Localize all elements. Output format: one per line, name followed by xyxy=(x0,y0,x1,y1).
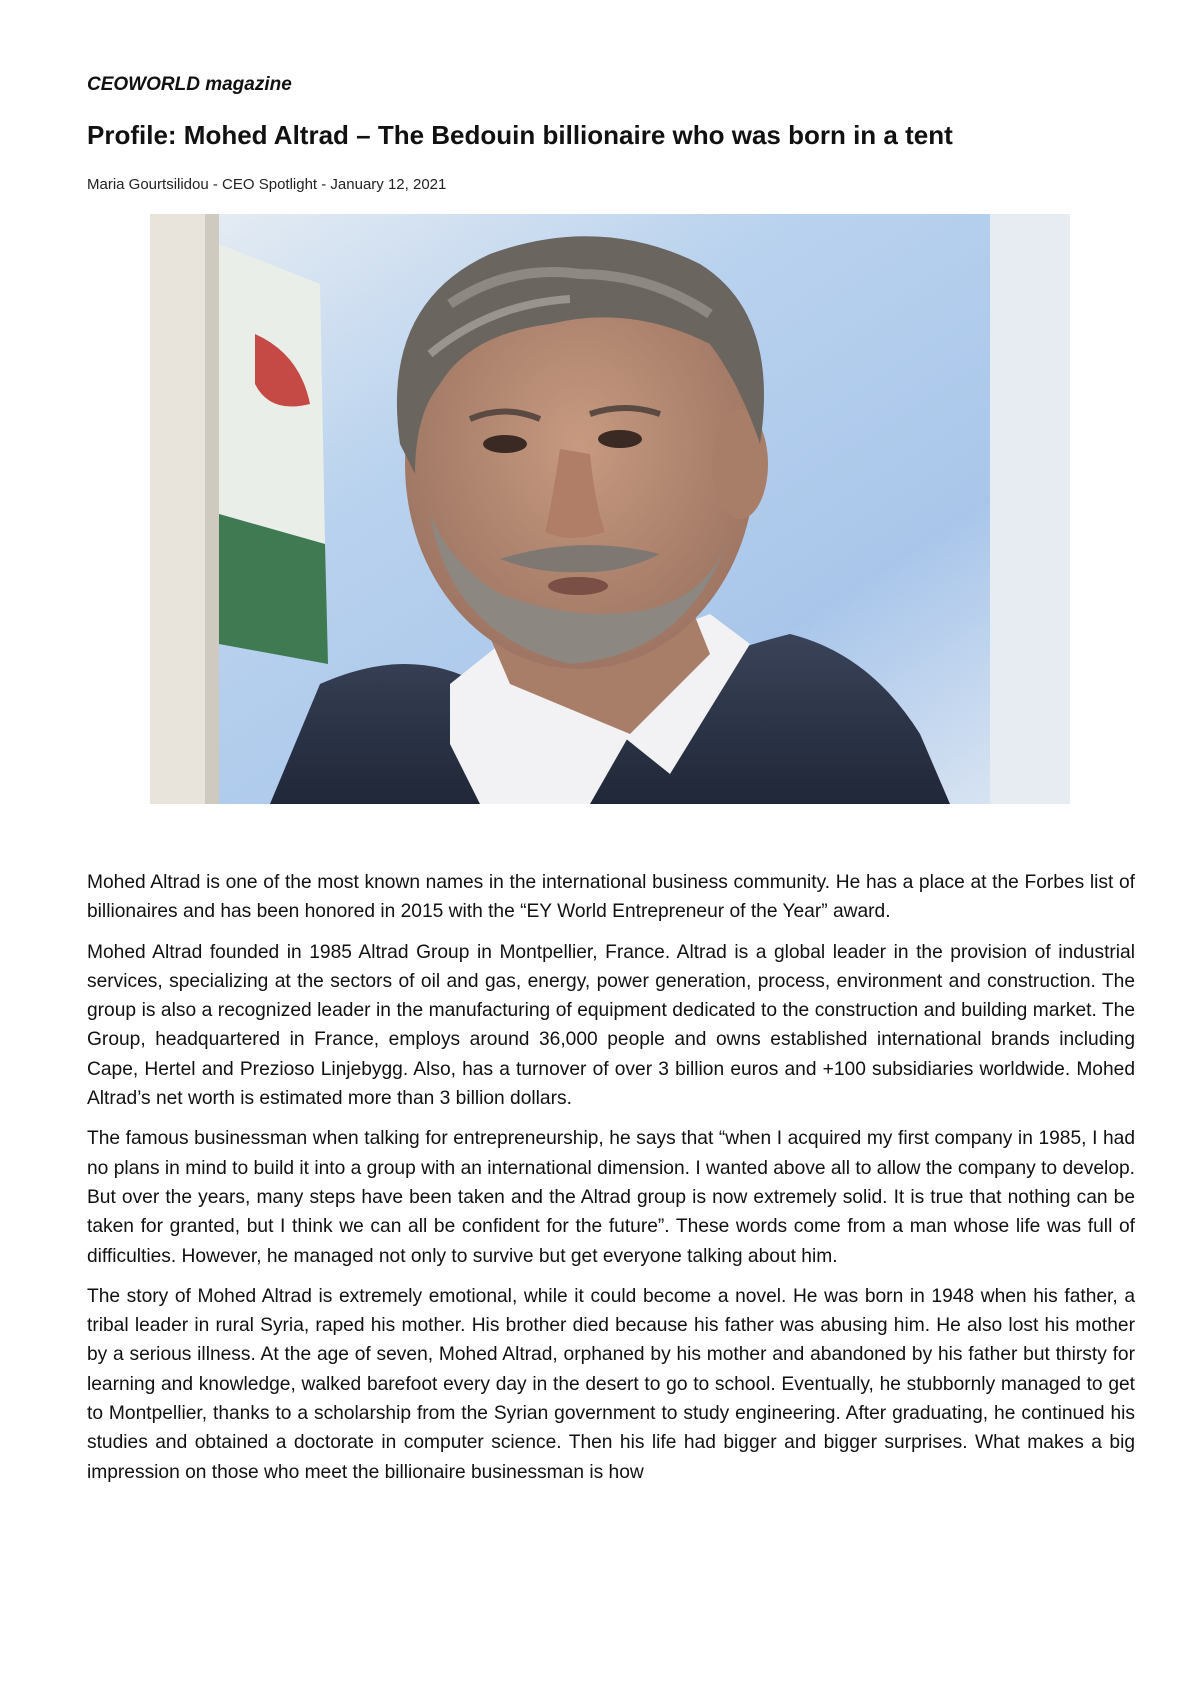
portrait-photo xyxy=(150,214,1070,804)
article-paragraph: Mohed Altrad is one of the most known names in the international business community. He has a place at the Forbes list of billionaires and has been honored in 2015 with the “EY World Entrepreneur of the Year” award. xyxy=(87,872,1135,923)
article-title: Profile: Mohed Altrad – The Bedouin billionaire who was born in a tent xyxy=(87,120,953,150)
article-paragraph: The story of Mohed Altrad is extremely emotional, while it could become a novel. He was born in 1948 when his father, a tribal leader in rural Syria, raped his mother. His brother died because his father was abusing him. He also lost his mother by a serious illness. At the age of seven, Mohed Altrad, orphaned by his mother and abandoned by his father but thirsty for learning and knowledge, walked barefoot every day in the desert to go to school. Eventually, he stubbornly managed to get to Montpellier, thanks to a scholarship from the Syrian government to study engineering. After graduating, he continued his studies and obtained a doctorate in computer science. Then his life had bigger and bigger surprises. What makes a big impression on those who meet the billionaire businessman is how xyxy=(87,1285,1135,1483)
article-paragraph: The famous businessman when talking for entrepreneurship, he says that “when I acquired my first company in 1985, I had no plans in mind to build it into a group with an international dimension. I wanted above all to allow the company to develop. But over the years, many steps have been taken and the Altrad group is now extremely solid. It is true that nothing can be taken for granted, but I think we can all be confident for the future”. These words come from a man whose life was full of difficulties. However, he managed not only to survive but get everyone talking about him. xyxy=(87,1128,1135,1267)
magazine-name: CEOWORLD magazine xyxy=(87,74,292,95)
article-byline: Maria Gourtsilidou - CEO Spotlight - January 12, 2021 xyxy=(87,176,447,193)
article-body xyxy=(87,868,1135,1498)
article-paragraph: Mohed Altrad founded in 1985 Altrad Group in Montpellier, France. Altrad is a global leader in the provision of industrial services, specializing at the sectors of oil and gas, energy, power generation, process, environment and construction. The group is also a recognized leader in the manufacturing of equipment dedicated to the construction and building market. The Group, headquartered in France, employs around 36,000 people and owns established international brands including Cape, Hertel and Prezioso Linjebygg. Also, has a turnover of over 3 billion euros and +100 subsidiaries worldwide. Mohed Altrad’s net worth is estimated more than 3 billion dollars. xyxy=(87,941,1135,1110)
